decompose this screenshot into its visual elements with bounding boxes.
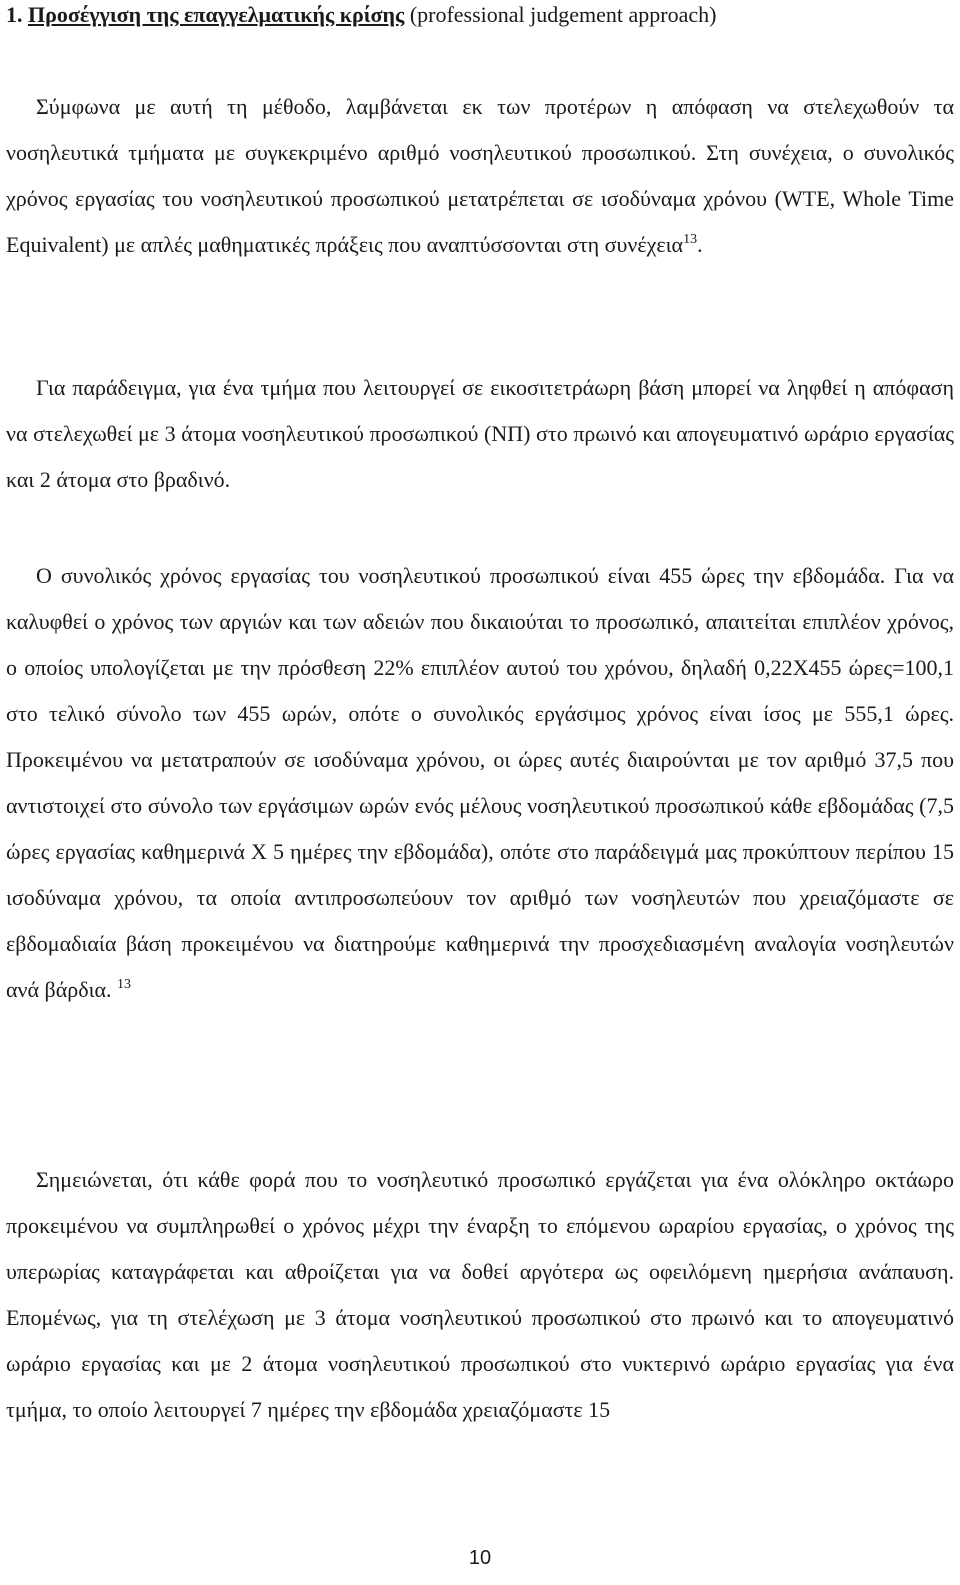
footnote-reference: 13 xyxy=(683,232,698,247)
paragraph-text: Για παράδειγμα, για ένα τμήμα που λειτουργεί σε εικοσιτετράωρη βάση μπορεί να ληφθεί η απόφαση να στελεχωθεί με 3 άτομα νοσηλευτικού προσωπικού (ΝΠ) στο πρωινό και απογευματινό ωράριο εργασίας και 2 άτομα στο βραδινό. xyxy=(6,375,954,492)
paragraph-text: Σημειώνεται, ότι κάθε φορά που το νοσηλευτικό προσωπικό εργάζεται για ένα ολόκληρο οκτάωρο προκειμένου να συμπληρωθεί ο χρόνος μέχρι την έναρξη το επόμενου ωραρίου εργασίας, ο χρόνος της υπερωρίας καταγράφεται και αθροίζεται για να δοθεί αργότερα ως οφειλόμενη ημερήσια ανάπαυση. Επομένως, για τη στελέχωση με 3 άτομα νοσηλευτικού προσωπικού στο πρωινό και το απογευματινό ωράριο εργασίας και με 2 άτομα νοσηλευτικού προσωπικού στο νυκτερινό ωράριο εργασίας για ένα τμήμα, το οποίο λειτουργεί 7 ημέρες την εβδομάδα χρειαζόμαστε 15 xyxy=(6,1167,954,1422)
section-heading xyxy=(6,0,954,30)
section-subtitle: (professional judgement approach) xyxy=(409,2,717,27)
section-number: 1. xyxy=(6,2,23,27)
section-title: Προσέγγιση της επαγγελματικής κρίσης xyxy=(28,2,405,27)
footnote-reference: 13 xyxy=(117,977,132,992)
paragraph-calculation xyxy=(6,553,954,1013)
paragraph-text: Ο συνολικός χρόνος εργασίας του νοσηλευτικού προσωπικού είναι 455 ώρες την εβδομάδα. Για να καλυφθεί ο χρόνος των αργιών και των αδειών που δικαιούται το προσωπικό, απαιτείται επιπλέον χρόνος, ο οποίος υπολογίζεται με την πρόσθεση 22% επιπλέον αυτού του χρόνου, δηλαδή 0,22Χ455 ώρες=100,1 στο τελικό σύνολο των 455 ωρών, οπότε ο συνολικός εργάσιμος χρόνος είναι ίσος με 555,1 ώρες. Προκειμένου να μετατραπούν σε ισοδύναμα χρόνου, οι ώρες αυτές διαιρούνται με τον αριθμό 37,5 που αντιστοιχεί στο σύνολο των εργάσιμων ωρών ενός μέλους νοσηλευτικού προσωπικού κάθε εβδομάδας (7,5 ώρες εργασίας καθημερινά Χ 5 ημέρες την εβδομάδα), οπότε στο παράδειγμά μας προκύπτουν περίπου 15 ισοδύναμα χρόνου, τα οποία αντιπροσωπεύουν τον αριθμό των νοσηλευτών που χρειαζόμαστε σε εβδομαδιαία βάση προκειμένου να διατηρούμε καθημερινά την προσχεδιασμένη αναλογία νοσηλευτών ανά βάρδια. xyxy=(6,563,954,1002)
paragraph-example xyxy=(6,365,954,503)
paragraph-end: . xyxy=(697,232,703,257)
paragraph-overtime-note xyxy=(6,1157,954,1433)
paragraph-method-description xyxy=(6,84,954,268)
page-number: 10 xyxy=(468,1547,492,1569)
paragraph-text: Σύμφωνα με αυτή τη μέθοδο, λαμβάνεται εκ των προτέρων η απόφαση να στελεχωθούν τα νοσηλευτικά τμήματα με συγκεκριμένο αριθμό νοσηλευτικού προσωπικού. Στη συνέχεια, ο συνολικός χρόνος εργασίας του νοσηλευτικού προσωπικού μετατρέπεται σε ισοδύναμα χρόνου (WTE, Whole Time Equivalent) με απλές μαθηματικές πράξεις που αναπτύσσονται στη συνέχεια xyxy=(6,94,954,257)
